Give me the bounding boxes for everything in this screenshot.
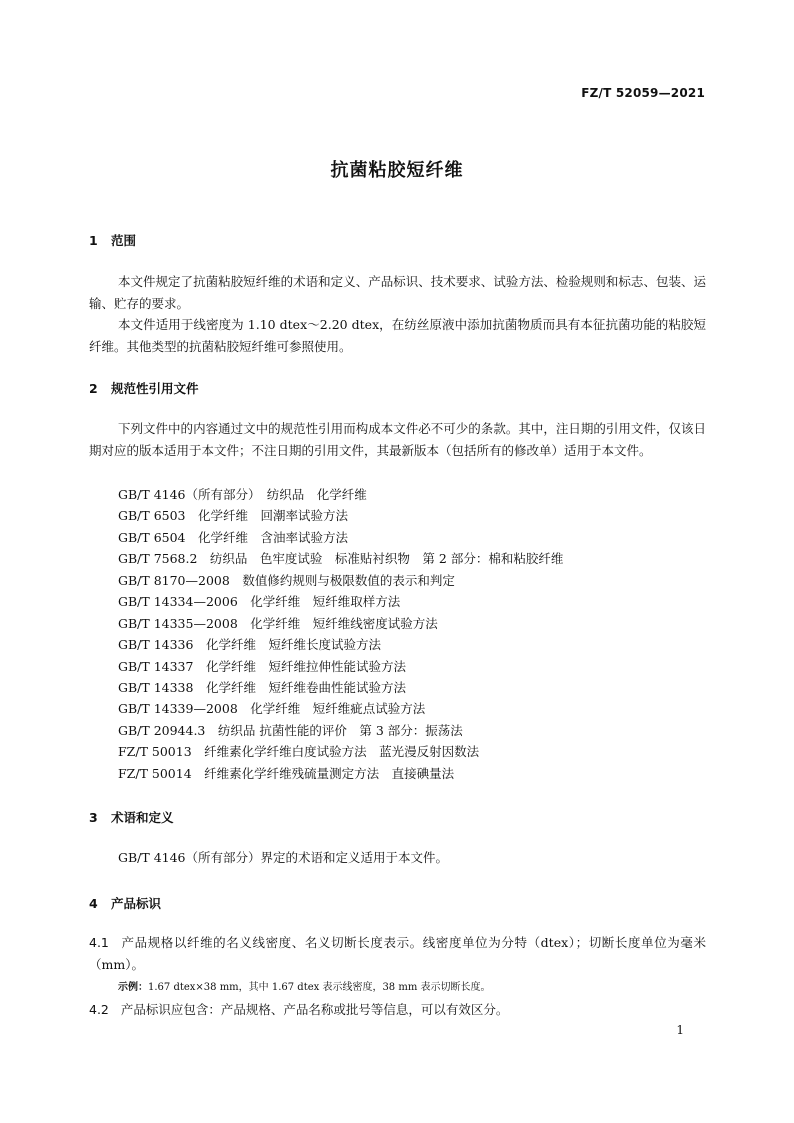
- section-3-heading: [89, 808, 174, 826]
- section-number: 3: [89, 810, 98, 825]
- reference-item: GB/T 14334—2006 化学纤维 短纤维取样方法: [118, 594, 401, 610]
- reference-item: GB/T 20944.3 纺织品 抗菌性能的评价 第 3 部分：振荡法: [118, 722, 463, 738]
- example-label: 示例：: [118, 982, 148, 993]
- section-title: 范围: [111, 233, 137, 248]
- reference-list: [118, 484, 563, 784]
- section-title: 产品标识: [111, 896, 162, 911]
- section-number: 4: [89, 896, 98, 911]
- reference-item: GB/T 6504 化学纤维 含油率试验方法: [118, 529, 349, 545]
- section-number: 2: [89, 381, 98, 396]
- reference-item: GB/T 14337 化学纤维 短纤维拉伸性能试验方法: [118, 658, 406, 674]
- standard-number: FZ/T 52059—2021: [581, 86, 705, 100]
- reference-item: GB/T 14335—2008 化学纤维 短纤维线密度试验方法: [118, 615, 438, 631]
- clause-4-2: [89, 999, 706, 1021]
- page-number: 1: [676, 1023, 684, 1037]
- reference-item: FZ/T 50013 纤维素化学纤维白度试验方法 蓝光漫反射因数法: [118, 744, 480, 760]
- section-2-paragraph-1: 下列文件中的内容通过文中的规范性引用而构成本文件必不可少的条款。其中，注日期的引用文件，仅该日期对应的版本适用于本文件；不注日期的引用文件，其最新版本（包括所有的修改单）适用于本文件。: [89, 421, 706, 458]
- reference-item: GB/T 4146（所有部分） 纺织品 化学纤维: [118, 487, 367, 502]
- reference-item: GB/T 14336 化学纤维 短纤维长度试验方法: [118, 637, 381, 653]
- clause-number: 4.1: [89, 935, 109, 950]
- reference-item: GB/T 14339—2008 化学纤维 短纤维疵点试验方法: [118, 701, 426, 717]
- section-number: 1: [89, 233, 98, 248]
- section-2-heading: [89, 379, 199, 397]
- reference-item: GB/T 6503 化学纤维 回潮率试验方法: [118, 508, 349, 524]
- section-title: 规范性引用文件: [111, 381, 199, 396]
- section-title: 术语和定义: [111, 810, 174, 825]
- page-title: 抗菌粘胶短纤维: [330, 160, 464, 181]
- reference-item: GB/T 14338 化学纤维 短纤维卷曲性能试验方法: [118, 679, 406, 695]
- section-1-paragraph-1: 本文件规定了抗菌粘胶短纤维的术语和定义、产品标识、技术要求、试验方法、检验规则和标志、包装、运输、贮存的要求。: [89, 274, 706, 311]
- clause-number: 4.2: [89, 1002, 109, 1017]
- reference-item: FZ/T 50014 纤维素化学纤维残硫量测定方法 直接碘量法: [118, 765, 455, 781]
- section-1-paragraph-2: 本文件适用于线密度为 1.10 dtex～2.20 dtex，在纺丝原液中添加抗菌物质而具有本征抗菌功能的粘胶短纤维。其他类型的抗菌粘胶短纤维可参照使用。: [89, 317, 706, 354]
- clause-text: 产品规格以纤维的名义线密度、名义切断长度表示。线密度单位为分特（dtex）；切断长度单位为毫米（mm）。: [89, 935, 706, 972]
- section-3-paragraph-1: GB/T 4146（所有部分）界定的术语和定义适用于本文件。: [118, 850, 449, 865]
- section-4-heading: [89, 894, 161, 912]
- clause-4-1: [89, 932, 706, 976]
- reference-item: GB/T 7568.2 纺织品 色牢度试验 标准贴衬织物 第 2 部分：棉和粘胶纤维: [118, 551, 564, 567]
- reference-item: GB/T 8170—2008 数值修约规则与极限数值的表示和判定: [118, 572, 455, 588]
- clause-text: 产品标识应包含：产品规格、产品名称或批号等信息，可以有效区分。: [120, 1002, 509, 1017]
- example-text: 1.67 dtex×38 mm，其中 1.67 dtex 表示线密度，38 mm 表示切断长度。: [148, 982, 491, 993]
- section-1-heading: [89, 231, 136, 249]
- example-note: [118, 978, 491, 993]
